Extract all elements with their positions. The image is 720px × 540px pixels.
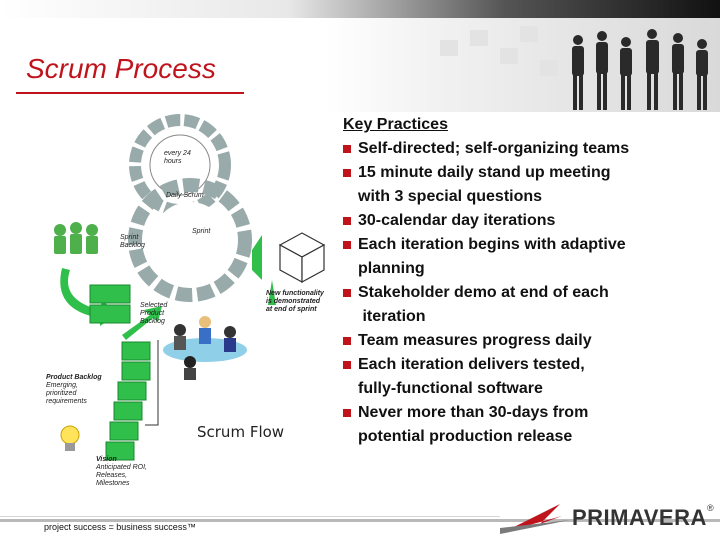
scrum-flow-diagram (40, 110, 340, 510)
header-tile (440, 40, 458, 56)
bullet-square-icon (343, 241, 351, 249)
practice-item (343, 329, 713, 353)
bullet-square-icon (343, 169, 351, 177)
backlog-block (90, 285, 130, 303)
sprint-cycle-center (152, 202, 228, 278)
product-backlog-title: Product Backlog (46, 374, 102, 381)
practice-item (343, 281, 713, 329)
header-gradient-bar (0, 0, 720, 18)
title-underline (16, 92, 244, 94)
product-increment-cube (280, 233, 324, 282)
vision-desc: Anticipated ROI, Releases, Milestones (96, 464, 147, 487)
vision-title: Vision (96, 456, 117, 463)
business-people-image (560, 22, 720, 114)
bullet-square-icon (343, 289, 351, 297)
bullet-square-icon (343, 409, 351, 417)
practice-text-cont: potential production release (358, 428, 573, 445)
bullet-square-icon (343, 337, 351, 345)
new-functionality-label: New functionality is demonstrated at end of sprint (266, 290, 324, 313)
bullet-square-icon (343, 217, 351, 225)
practice-item (343, 353, 713, 401)
vision-lightbulb-icon (61, 426, 79, 451)
header-tile (540, 60, 558, 76)
practice-text-cont: planning (358, 260, 425, 277)
sprint-label: Sprint (192, 228, 211, 235)
practice-text-cont: with 3 special questions (358, 188, 543, 205)
logo-wordmark: PRIMAVERA (572, 505, 707, 530)
sprint-backlog-label: Sprint Backlog (120, 234, 145, 249)
practice-text: Each iteration delivers tested, (358, 356, 585, 373)
practice-text: Each iteration begins with adaptive (358, 236, 626, 253)
key-practices-list (343, 113, 713, 449)
practice-text: Team measures progress daily (358, 332, 592, 349)
practice-text: Self-directed; self-organizing teams (358, 140, 630, 157)
backlog-block (90, 305, 130, 323)
practice-item (343, 401, 713, 449)
footer-tagline: project success = business success™ (44, 522, 196, 532)
practice-text: 15 minute daily stand up meeting (358, 164, 611, 181)
key-practices-heading: Key Practices (343, 116, 448, 133)
header-tile (470, 30, 488, 46)
header-tile (500, 48, 518, 64)
sprint-out-arrow (252, 235, 262, 280)
practice-item (343, 137, 713, 161)
selected-product-backlog-label: Selected Product Backlog (140, 302, 168, 325)
practice-item (343, 161, 713, 209)
product-backlog-stack (106, 342, 150, 460)
cycle-label: every 24 hours (164, 150, 191, 165)
bullet-square-icon (343, 361, 351, 369)
practice-text: Never more than 30-days from (358, 404, 589, 421)
practice-item (343, 233, 713, 281)
slide-title: Scrum Process (26, 53, 216, 84)
scrum-flow-label: Scrum Flow (197, 423, 285, 441)
daily-scrum-label: Daily Scrum (166, 192, 204, 199)
bullet-square-icon (343, 145, 351, 153)
practice-text-cont: fully-functional software (358, 380, 543, 397)
practice-text-cont: iteration (358, 308, 426, 325)
practice-item (343, 209, 713, 233)
product-backlog-desc: Emerging, prioritized requirements (46, 382, 87, 405)
footer-rule-thin (0, 516, 500, 517)
logo-registered-mark: ® (707, 503, 714, 513)
practice-text: 30-calendar day iterations (358, 212, 556, 229)
sprint-team-figures (54, 222, 98, 254)
practice-text: Stakeholder demo at end of each (358, 284, 609, 301)
header-tile (520, 26, 538, 42)
